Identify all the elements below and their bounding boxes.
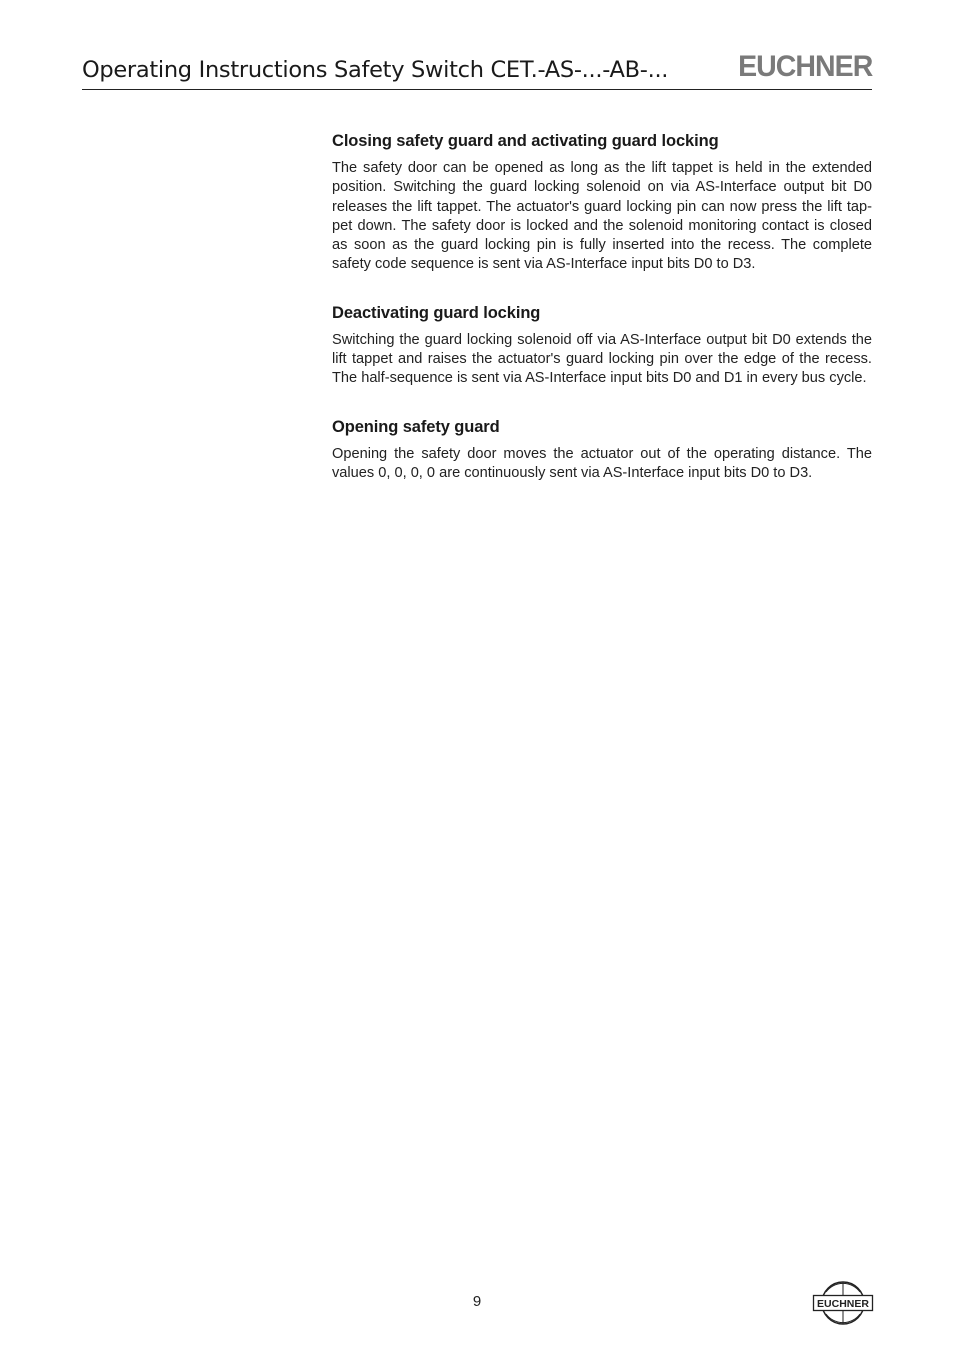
section-body: The safety door can be opened as long as the lift tappet is held in the extended position. Switching the guard locking solenoid on via AS-Interface output bit D0 releases the lift tappet. The actuator's guard locking pin can now press the lift tap-pet down. The safety door is locked and the solenoid monitoring contact is closed as soon as the guard locking pin is fully inserted into the recess. The complete safety code sequence is sent via AS-Interface input bits D0 to D3. (332, 160, 872, 273)
section-body: Switching the guard locking solenoid off via AS-Interface output bit D0 extends the lift tappet and raises the actuator's guard locking pin over the edge of the recess. The half-sequence is sent via AS-Interface input bits D0 and D1 in every bus cycle. (332, 331, 872, 387)
euchner-brand-logo: EUCHNER (737, 50, 872, 83)
main-content (332, 132, 872, 512)
section-deactivating-guard-locking (332, 304, 872, 389)
section-closing-safety-guard (332, 132, 872, 275)
page-number: 9 (472, 1293, 482, 1310)
page-header (82, 52, 872, 90)
section-heading: Deactivating guard locking (332, 303, 541, 322)
section-opening-safety-guard (332, 418, 872, 484)
section-body: Opening the safety door moves the actuator out of the operating distance. The values 0, 0, 0, 0 are continuously sent via AS-Interface input bits D0 to D3. (332, 445, 872, 481)
section-heading: Closing safety guard and activating guard locking (332, 132, 719, 150)
euchner-round-logo-icon (812, 1279, 874, 1327)
footer-logo-text: EUCHNER (817, 1298, 869, 1310)
section-heading: Opening safety guard (332, 417, 500, 436)
document-title: Operating Instructions Safety Switch CET.-AS-...-AB-... (82, 57, 669, 83)
